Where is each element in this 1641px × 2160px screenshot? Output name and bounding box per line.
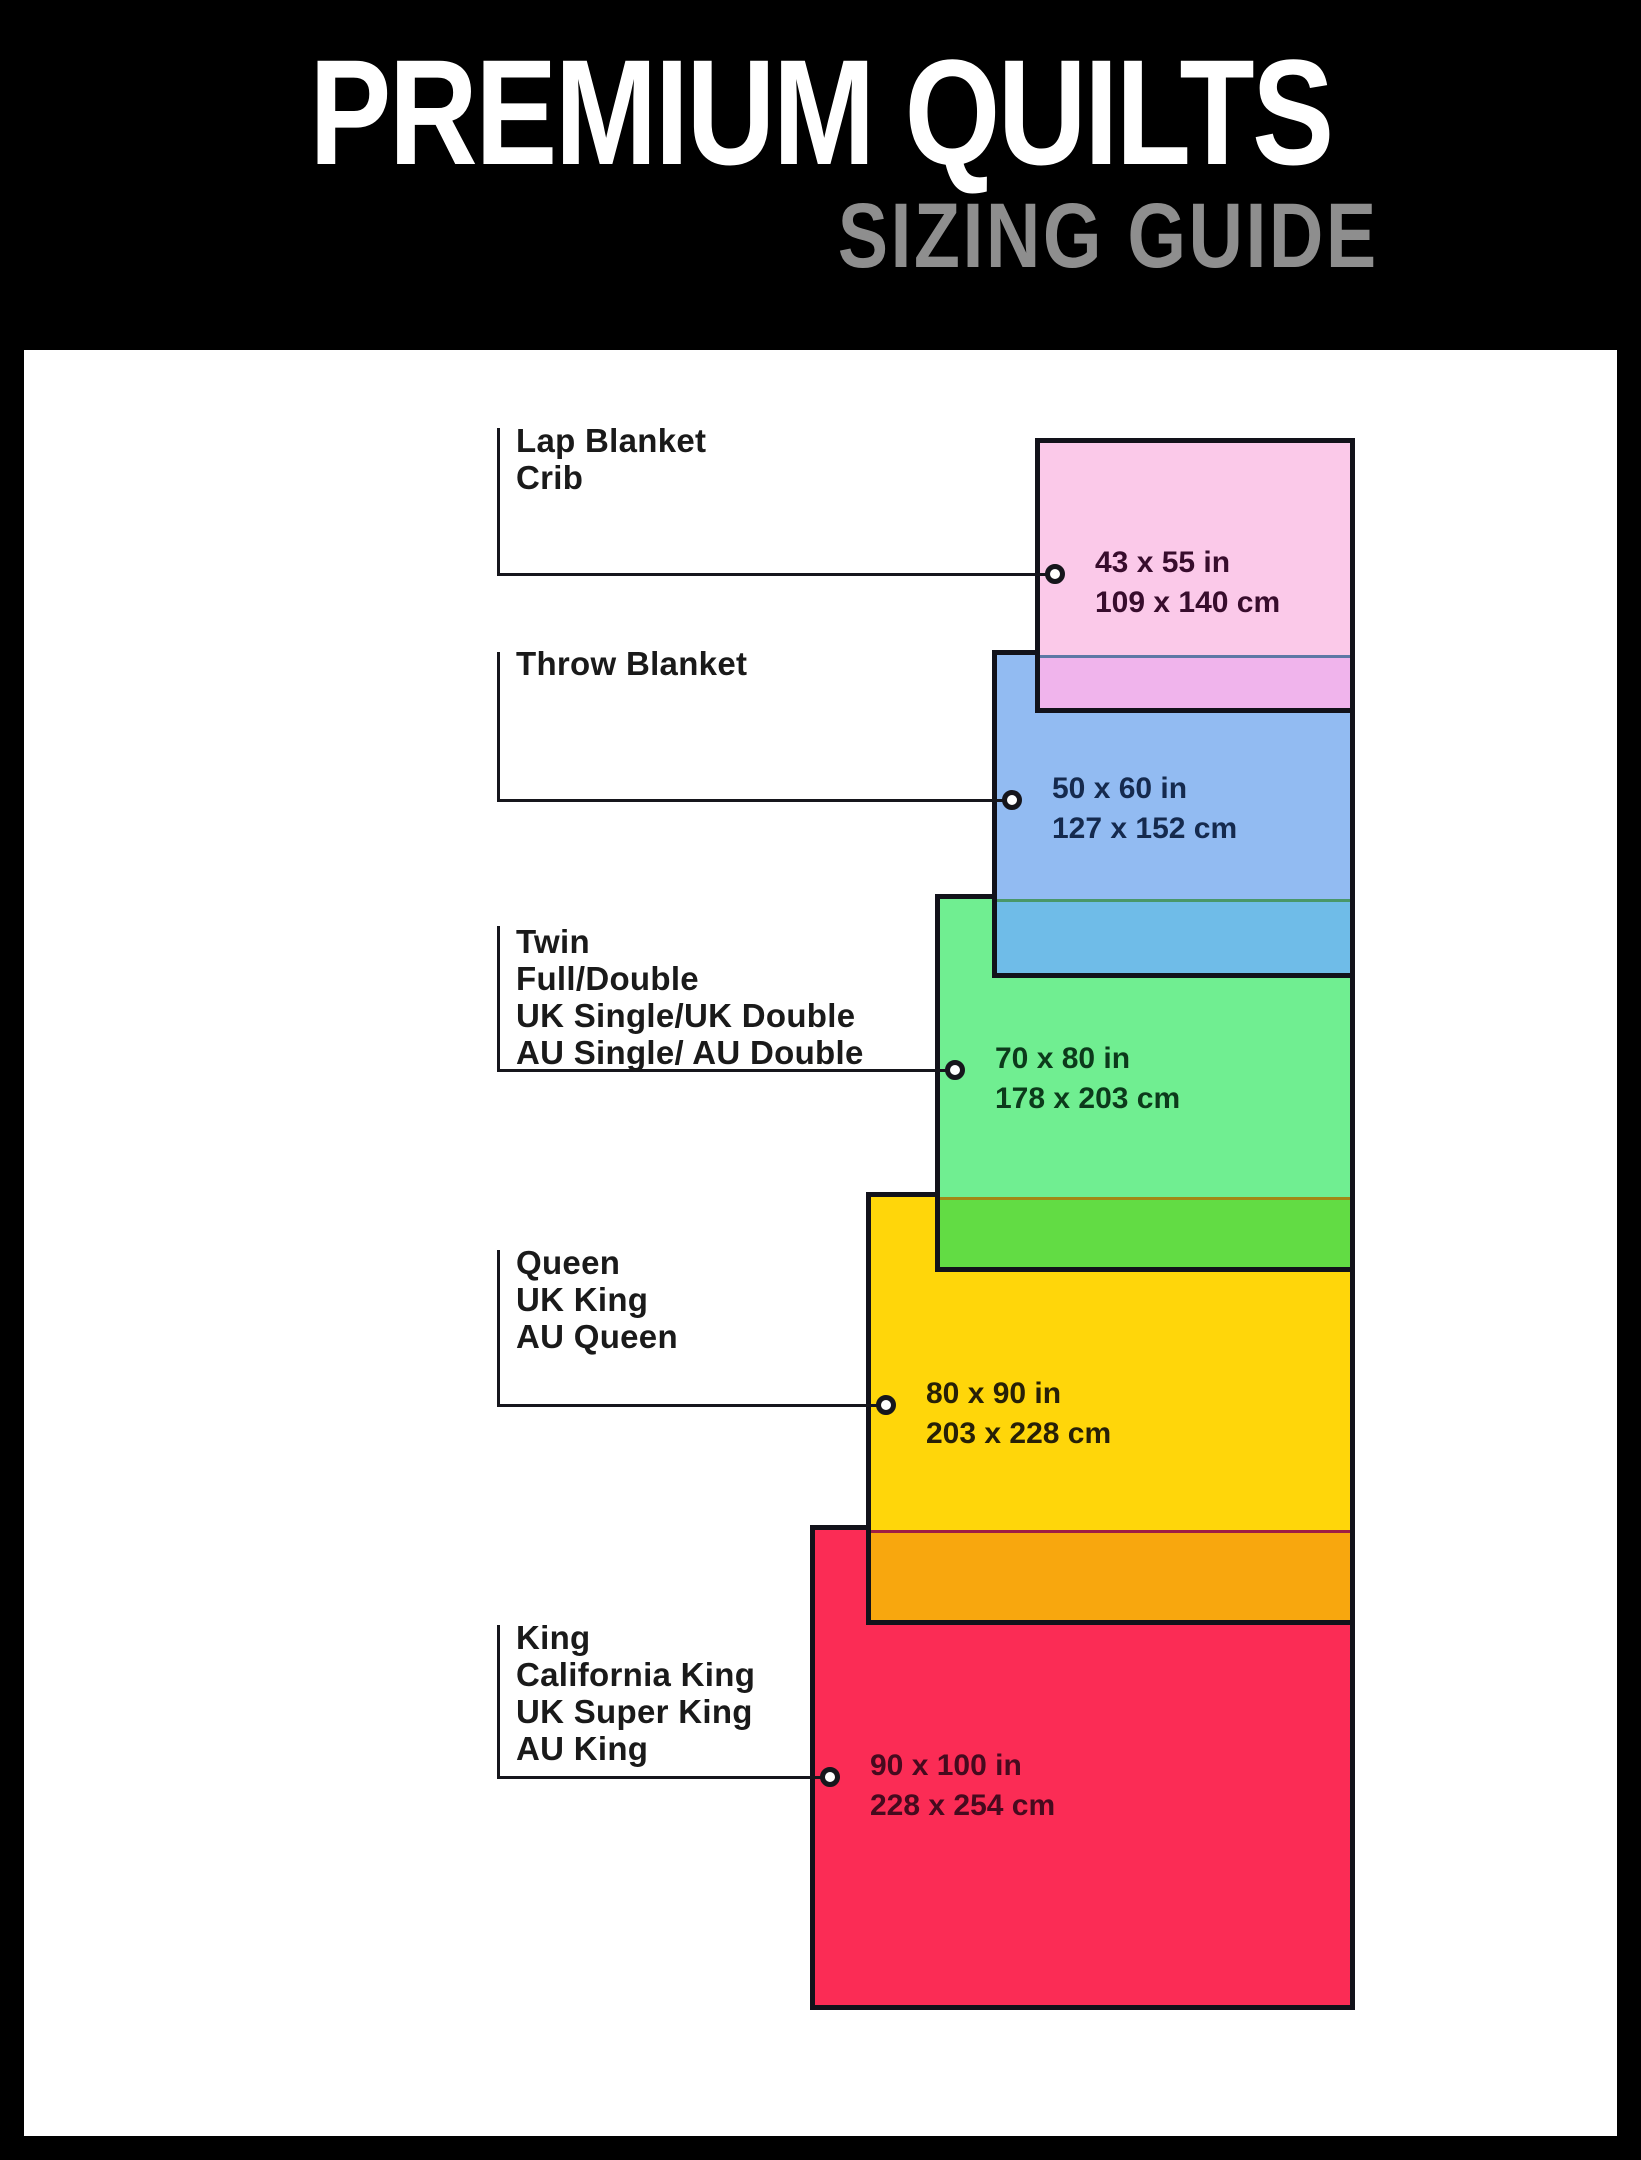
rect-lap <box>1035 438 1355 713</box>
label-king-line1: King <box>516 1619 591 1656</box>
leader-vline-twin <box>497 926 500 1072</box>
dims-twin-in: 70 x 80 in <box>995 1042 1131 1075</box>
label-throw-line1: Throw Blanket <box>516 645 748 682</box>
label-king-line4: AU King <box>516 1730 649 1767</box>
leader-vline-throw <box>497 652 500 802</box>
dims-king <box>870 1746 1055 1826</box>
label-lap-line1: Lap Blanket <box>516 422 707 459</box>
label-queen-line2: UK King <box>516 1281 649 1318</box>
dims-queen-in: 80 x 90 in <box>926 1377 1062 1410</box>
label-twin-line1: Twin <box>516 923 590 960</box>
dims-lap <box>1095 543 1280 623</box>
dims-king-in: 90 x 100 in <box>870 1749 1022 1782</box>
dims-lap-in: 43 x 55 in <box>1095 546 1231 579</box>
dims-queen-cm: 203 x 228 cm <box>926 1417 1112 1450</box>
leader-dot-queen <box>876 1395 896 1415</box>
label-king-line3: UK Super King <box>516 1693 753 1730</box>
dims-twin-cm: 178 x 203 cm <box>995 1082 1181 1115</box>
leader-dot-lap <box>1045 564 1065 584</box>
dims-king-cm: 228 x 254 cm <box>870 1789 1056 1822</box>
leader-vline-king <box>497 1625 500 1779</box>
label-queen <box>516 1244 678 1355</box>
leader-vline-lap <box>497 428 500 576</box>
leader-hline-king <box>497 1776 830 1779</box>
page-subtitle: SIZING GUIDE <box>838 185 1379 287</box>
label-queen-line1: Queen <box>516 1244 621 1281</box>
label-king-line2: California King <box>516 1656 756 1693</box>
dims-throw-in: 50 x 60 in <box>1052 772 1188 805</box>
leader-hline-queen <box>497 1404 886 1407</box>
leader-dot-king <box>820 1767 840 1787</box>
dims-twin <box>995 1039 1180 1119</box>
label-twin <box>516 923 864 1071</box>
dims-lap-cm: 109 x 140 cm <box>1095 586 1281 619</box>
leader-dot-throw <box>1002 790 1022 810</box>
leader-hline-throw <box>497 799 1012 802</box>
leader-hline-lap <box>497 573 1055 576</box>
label-king <box>516 1619 755 1767</box>
leader-dot-twin <box>945 1060 965 1080</box>
label-queen-line3: AU Queen <box>516 1318 678 1355</box>
dims-throw-cm: 127 x 152 cm <box>1052 812 1238 845</box>
leader-vline-queen <box>497 1250 500 1407</box>
label-twin-line3: UK Single/UK Double <box>516 997 856 1034</box>
label-throw <box>516 645 747 682</box>
label-twin-line2: Full/Double <box>516 960 699 997</box>
dims-throw <box>1052 769 1237 849</box>
label-lap-line2: Crib <box>516 459 584 496</box>
page-title: PREMIUM QUILTS <box>309 28 1332 196</box>
label-twin-line4: AU Single/ AU Double <box>516 1034 864 1071</box>
dims-queen <box>926 1374 1111 1454</box>
label-lap <box>516 422 706 496</box>
